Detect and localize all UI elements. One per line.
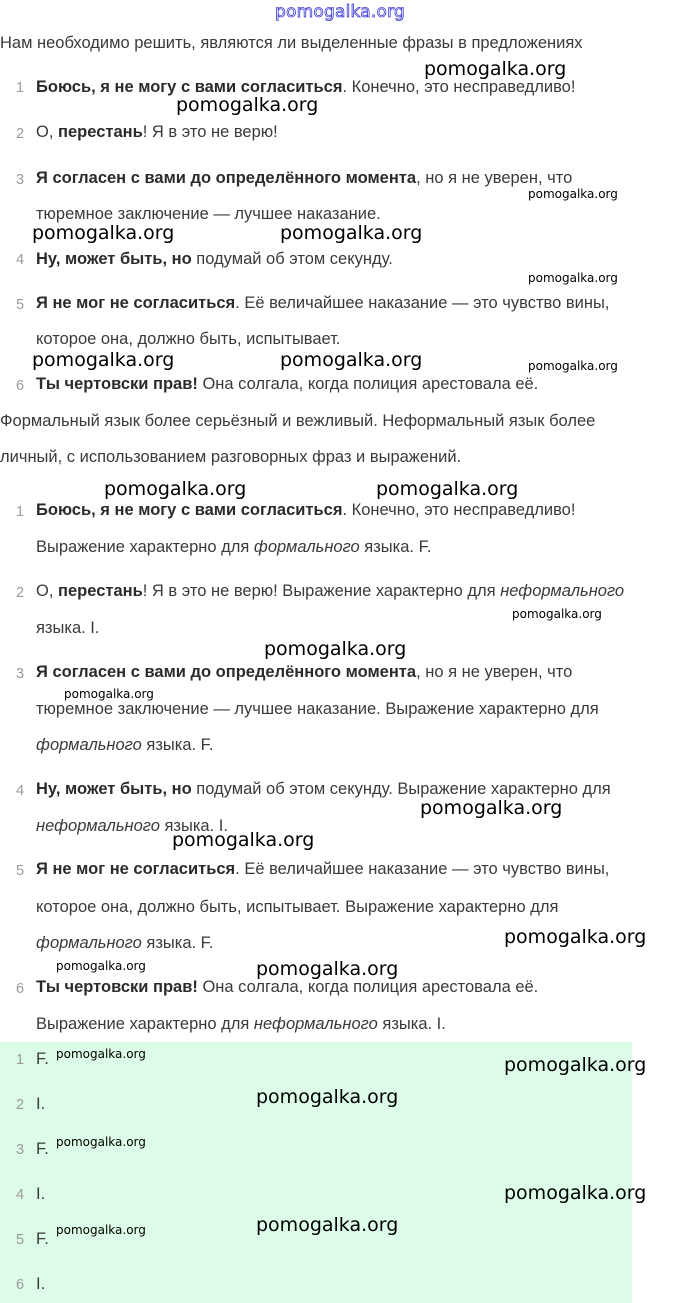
register-label: формального bbox=[36, 934, 142, 952]
sentence-rest: . Конечно, это несправедливо! bbox=[342, 501, 576, 519]
highlighted-phrase: Я согласен с вами до определённого момента bbox=[36, 169, 417, 187]
solution-item-3-line-2: тюремное заключение — лучшее наказание. Выражение характерно для bbox=[36, 700, 599, 718]
answer-value: I. bbox=[36, 1095, 46, 1113]
solution-item-number: 2 bbox=[15, 585, 25, 601]
explanation-line-2: личный, с использованием разговорных фраз и выражений. bbox=[0, 448, 462, 466]
watermark: pomogalka.org bbox=[56, 1223, 146, 1237]
explanation-line-1: Формальный язык более серьёзный и вежливый. Неформальный язык более bbox=[0, 412, 596, 430]
watermark: pomogalka.org bbox=[64, 687, 154, 701]
solution-item-5-verdict bbox=[36, 934, 214, 953]
sentence-rest: подумай об этом секунду. bbox=[191, 250, 393, 268]
sentence-rest: ! Я в это не верю! bbox=[142, 123, 278, 141]
highlighted-phrase: Ты чертовски прав! bbox=[36, 375, 198, 393]
solution-item-number: 4 bbox=[15, 783, 25, 799]
solution-item-6-verdict bbox=[36, 1015, 446, 1034]
highlighted-phrase: перестань bbox=[58, 582, 143, 600]
solution-item-3-verdict bbox=[36, 736, 214, 755]
answers-panel bbox=[0, 1042, 632, 1303]
watermark: pomogalka.org bbox=[280, 222, 423, 244]
solution-item-2 bbox=[36, 582, 624, 601]
watermark: pomogalka.org bbox=[256, 1086, 399, 1108]
sentence-rest: подумай об этом секунду. Выражение характерно для bbox=[191, 780, 611, 798]
answer-number: 1 bbox=[15, 1052, 25, 1068]
verdict-end: языка. I. bbox=[159, 817, 228, 835]
solution-item-2-verdict: языка. I. bbox=[36, 619, 100, 637]
watermark: pomogalka.org bbox=[56, 959, 146, 973]
sentence-rest: Она солгала, когда полиция арестовала её. bbox=[197, 375, 539, 393]
highlighted-phrase: Ты чертовски прав! bbox=[36, 978, 198, 996]
sentence-rest: . Её величайшее наказание — это чувство вины, bbox=[235, 860, 610, 878]
watermark: pomogalka.org bbox=[56, 1135, 146, 1149]
sentence-rest: ! Я в это не верю! Выражение характерно для bbox=[142, 582, 501, 600]
task-item-6 bbox=[36, 375, 538, 394]
solution-item-1-verdict bbox=[36, 538, 431, 557]
watermark: pomogalka.org bbox=[528, 359, 618, 373]
watermark: pomogalka.org bbox=[504, 1182, 647, 1204]
watermark: pomogalka.org bbox=[56, 1047, 146, 1061]
answer-value: I. bbox=[36, 1275, 46, 1293]
watermark: pomogalka.org bbox=[528, 187, 618, 201]
watermark: pomogalka.org bbox=[504, 926, 647, 948]
task-item-2 bbox=[36, 123, 278, 142]
watermark: pomogalka.org bbox=[104, 478, 247, 500]
watermark: pomogalka.org bbox=[528, 271, 618, 285]
register-label: формального bbox=[253, 538, 360, 556]
watermark: pomogalka.org bbox=[172, 829, 315, 851]
highlighted-phrase: Боюсь, я не могу с вами согласиться bbox=[36, 501, 343, 519]
highlighted-phrase: перестань bbox=[58, 123, 143, 141]
task-intro: Нам необходимо решить, являются ли выделенные фразы в предложениях bbox=[0, 34, 583, 52]
task-item-5-continuation: которое она, должно быть, испытывает. bbox=[36, 330, 341, 348]
solution-item-6 bbox=[36, 978, 538, 997]
answer-value: F. bbox=[36, 1050, 49, 1068]
highlighted-phrase: Я не мог не согласиться bbox=[36, 294, 236, 312]
register-label: неформального bbox=[500, 582, 625, 600]
register-label: формального bbox=[36, 736, 142, 754]
highlighted-phrase: Боюсь, я не могу с вами согласиться bbox=[36, 78, 343, 96]
watermark: pomogalka.org bbox=[256, 958, 399, 980]
register-label: неформального bbox=[36, 817, 160, 835]
highlighted-phrase: Я согласен с вами до определённого момента bbox=[36, 663, 417, 681]
solution-item-3 bbox=[36, 663, 572, 682]
task-item-number: 3 bbox=[15, 172, 25, 188]
sentence-rest: . Конечно, это несправедливо! bbox=[342, 78, 576, 96]
solution-item-number: 3 bbox=[15, 666, 25, 682]
solution-item-number: 5 bbox=[15, 863, 25, 879]
verdict-end: языка. I. bbox=[377, 1015, 446, 1033]
watermark: pomogalka.org bbox=[420, 797, 563, 819]
watermark: pomogalka.org bbox=[280, 349, 423, 371]
answer-number: 3 bbox=[15, 1142, 25, 1158]
task-item-number: 2 bbox=[15, 126, 25, 142]
answer-number: 2 bbox=[15, 1097, 25, 1113]
watermark: pomogalka.org bbox=[504, 1054, 647, 1076]
task-item-number: 5 bbox=[15, 297, 25, 313]
highlighted-phrase: Ну, может быть, но bbox=[36, 780, 192, 798]
task-item-3-continuation: тюремное заключение — лучшее наказание. bbox=[36, 205, 381, 223]
verdict-text: Выражение характерно для bbox=[36, 1015, 254, 1033]
solution-item-number: 1 bbox=[15, 504, 25, 520]
answer-number: 5 bbox=[15, 1232, 25, 1248]
solution-item-1 bbox=[36, 501, 575, 520]
solution-item-5 bbox=[36, 860, 609, 879]
register-label: неформального bbox=[253, 1015, 378, 1033]
answer-number: 6 bbox=[15, 1277, 25, 1293]
task-item-3 bbox=[36, 169, 572, 188]
task-item-number: 4 bbox=[15, 252, 25, 268]
sentence-rest: . Её величайшее наказание — это чувство вины, bbox=[235, 294, 610, 312]
answer-value: F. bbox=[36, 1140, 49, 1158]
solution-item-number: 6 bbox=[15, 981, 25, 997]
task-item-4 bbox=[36, 250, 393, 269]
highlighted-phrase: Я не мог не согласиться bbox=[36, 860, 236, 878]
verdict-end: языка. F. bbox=[141, 934, 214, 952]
watermark: pomogalka.org bbox=[512, 607, 602, 621]
verdict-end: языка. F. bbox=[359, 538, 432, 556]
solution-item-5-line-2: которое она, должно быть, испытывает. Выражение характерно для bbox=[36, 898, 559, 916]
task-item-number: 1 bbox=[15, 80, 25, 96]
verdict-text: Выражение характерно для bbox=[36, 538, 254, 556]
sentence-start: О, bbox=[36, 123, 59, 141]
watermark: pomogalka.org bbox=[376, 478, 519, 500]
task-item-5 bbox=[36, 294, 609, 313]
answer-value: F. bbox=[36, 1230, 49, 1248]
sentence-rest: Она солгала, когда полиция арестовала её. bbox=[197, 978, 539, 996]
highlighted-phrase: Ну, может быть, но bbox=[36, 250, 192, 268]
watermark: pomogalka.org bbox=[256, 1214, 399, 1236]
watermark: pomogalka.org bbox=[32, 222, 175, 244]
task-item-number: 6 bbox=[15, 378, 25, 394]
verdict-end: языка. F. bbox=[141, 736, 214, 754]
answer-number: 4 bbox=[15, 1187, 25, 1203]
site-header-link[interactable]: pomogalka.org bbox=[275, 2, 405, 22]
answer-value: I. bbox=[36, 1185, 46, 1203]
sentence-rest: , но я не уверен, что bbox=[416, 169, 573, 187]
watermark: pomogalka.org bbox=[264, 638, 407, 660]
sentence-rest: , но я не уверен, что bbox=[416, 663, 573, 681]
watermark: pomogalka.org bbox=[424, 58, 567, 80]
watermark: pomogalka.org bbox=[32, 349, 175, 371]
watermark: pomogalka.org bbox=[176, 94, 319, 116]
sentence-start: О, bbox=[36, 582, 59, 600]
